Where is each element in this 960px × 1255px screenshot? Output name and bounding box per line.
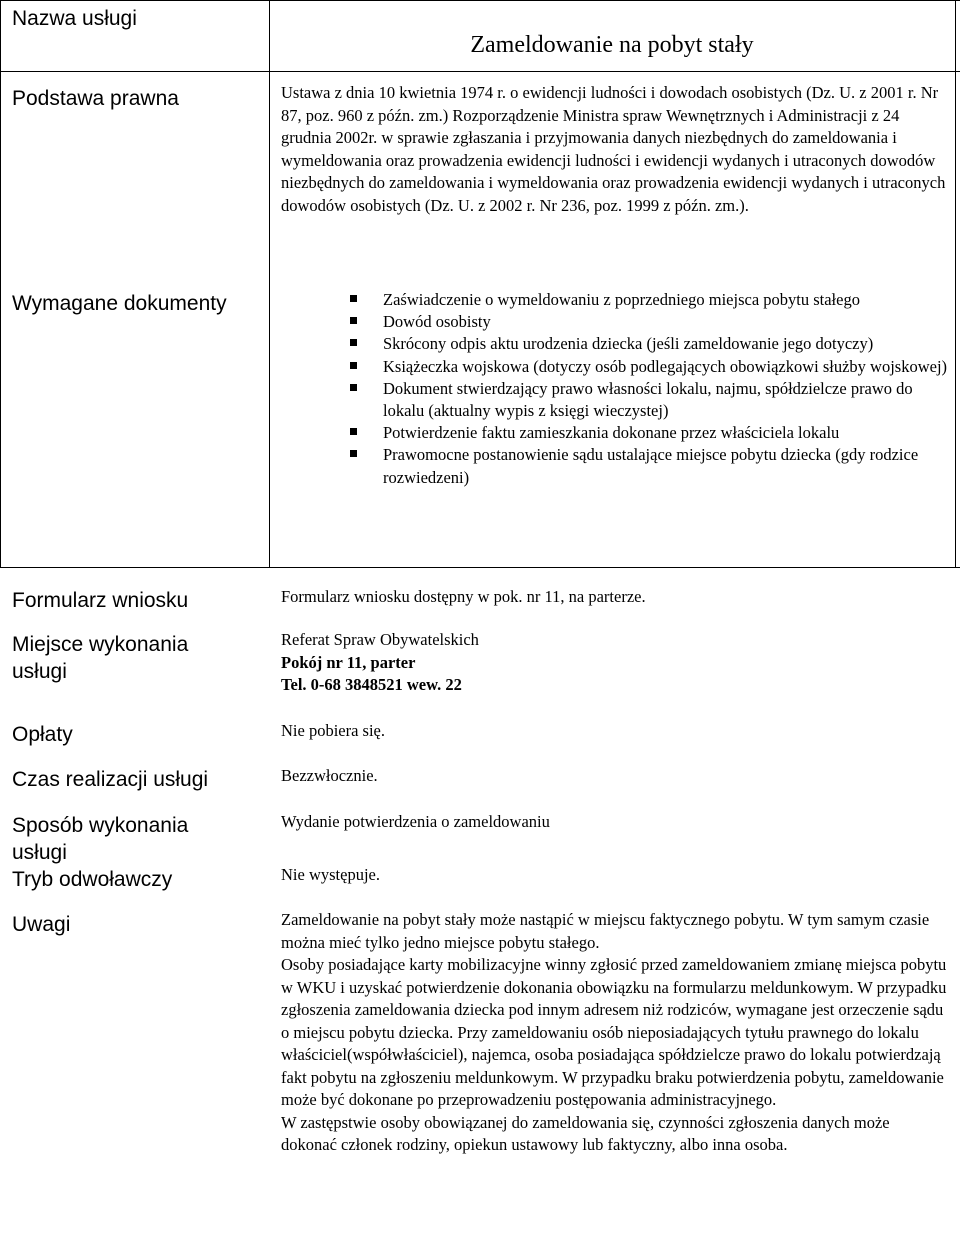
application-form-text: Formularz wniosku dostępny w pok. nr 11, na parterze. [281, 587, 646, 606]
label-service-name: Nazwa usługi [12, 7, 137, 30]
label-service-method: Sposób wykonania usługi [12, 814, 189, 864]
list-item: Dokument stwierdzający prawo własności lokalu, najmu, spółdzielcze prawo do lokalu (aktualny wypis z księgi wieczystej) [350, 378, 950, 422]
service-name-value: Zameldowanie na pobyt stały [470, 32, 754, 58]
table-left-border [0, 0, 1, 567]
legal-basis-text: Ustawa z dnia 10 kwietnia 1974 r. o ewidencji ludności i dowodach osobistych (Dz. U. z 2001 r. Nr 87, poz. 960 z późn. zm.) Rozporządzenie Ministra spraw Wewnętrznych i Administracji z 24 grudnia 2002r. w sprawie zgłaszania i przyjmowania danych niezbędnych do zameldowania i wymeldowania oraz prowadzenia ewidencji ludności i ewidencji wydanych i utraconych dowodów niezbędnych do zameldowania i wymeldowania oraz prowadzenia ewidencji wydanych i utraconych dowodów osobistych (Dz. U. z 2002 r. Nr 236, poz. 1999 z późn. zm.). [281, 83, 946, 215]
bullet-square-icon [350, 295, 357, 302]
list-item: Dowód osobisty [350, 311, 950, 333]
bullet-square-icon [350, 450, 357, 457]
office-name: Referat Spraw Obywatelskich [281, 630, 479, 649]
processing-time-text: Bezzwłocznie. [281, 766, 378, 785]
notes-paragraph: W zastępstwie osoby obowiązanej do zameldowania się, czynności zgłoszenia danych może dokonać członek rodziny, opiekun ustawowy lub faktyczny, albo inna osoba. [281, 1112, 890, 1154]
list-item: Potwierdzenie faktu zamieszkania dokonane przez właściciela lokalu [350, 422, 950, 444]
table-top-border [0, 0, 960, 1]
service-place-text [281, 629, 949, 697]
bullet-square-icon [350, 317, 357, 324]
column-divider [269, 0, 270, 567]
list-item: Zaświadczenie o wymeldowaniu z poprzedniego miejsca pobytu stałego [350, 289, 950, 311]
fees-text: Nie pobiera się. [281, 721, 386, 740]
list-item: Książeczka wojskowa (dotyczy osób podlegających obowiązkowi służby wojskowej) [350, 356, 950, 378]
notes-paragraph: Zameldowanie na pobyt stały może nastąpić w miejscu faktycznego pobytu. W tym samym czasie można mieć tylko jedno miejsce pobytu stałego. [281, 910, 930, 952]
label-appeal-procedure: Tryb odwoławczy [12, 868, 173, 891]
label-legal-basis: Podstawa prawna [12, 87, 179, 110]
label-notes: Uwagi [12, 913, 71, 936]
label-fees: Opłaty [12, 723, 73, 746]
bullet-square-icon [350, 339, 357, 346]
bullet-square-icon [350, 428, 357, 435]
office-room: Pokój nr 11, parter [281, 652, 416, 672]
bullet-square-icon [350, 384, 357, 391]
row-divider-name [0, 71, 960, 72]
label-processing-time: Czas realizacji usługi [12, 768, 209, 791]
bullet-square-icon [350, 362, 357, 369]
label-service-place: Miejsce wykonania usługi [12, 633, 189, 683]
appeal-procedure-text: Nie występuje. [281, 865, 380, 884]
table-right-border [955, 0, 956, 567]
list-item: Prawomocne postanowienie sądu ustalające miejsce pobytu dziecka (gdy rodzice rozwiedzeni) [350, 444, 950, 488]
row-divider-docs [0, 567, 960, 568]
service-method-text: Wydanie potwierdzenia o zameldowaniu [281, 812, 550, 831]
required-documents-list [350, 289, 950, 489]
label-application-form: Formularz wniosku [12, 589, 189, 612]
notes-text [281, 909, 949, 1157]
list-item: Skrócony odpis aktu urodzenia dziecka (jeśli zameldowanie jego dotyczy) [350, 333, 950, 355]
notes-paragraph: Osoby posiadające karty mobilizacyjne winny zgłosić przed zameldowaniem zmianę miejsca pobytu w WKU i uzyskać potwierdzenie dokonania obowiązku na formularzu meldunkowym. W przypadku zgłoszenia zameldowania dziecka pod innym adresem niż rodziców, wymagane jest orzeczenie sądu o miejscu pobytu dziecka. Przy zameldowaniu osób nieposiadających tytułu prawnego do lokalu właściciel(współwłaściciel), najemca, osoba posiadająca spółdzielcze prawo do lokalu potwierdzają fakt pobytu na zgłoszeniu meldunkowym. W przypadku braku potwierdzenia pobytu, zameldowanie może być dokonane po przeprowadzeniu postępowania administracyjnego. [281, 955, 947, 1109]
label-required-documents: Wymagane dokumenty [12, 292, 227, 315]
office-phone: Tel. 0-68 3848521 wew. 22 [281, 675, 462, 694]
